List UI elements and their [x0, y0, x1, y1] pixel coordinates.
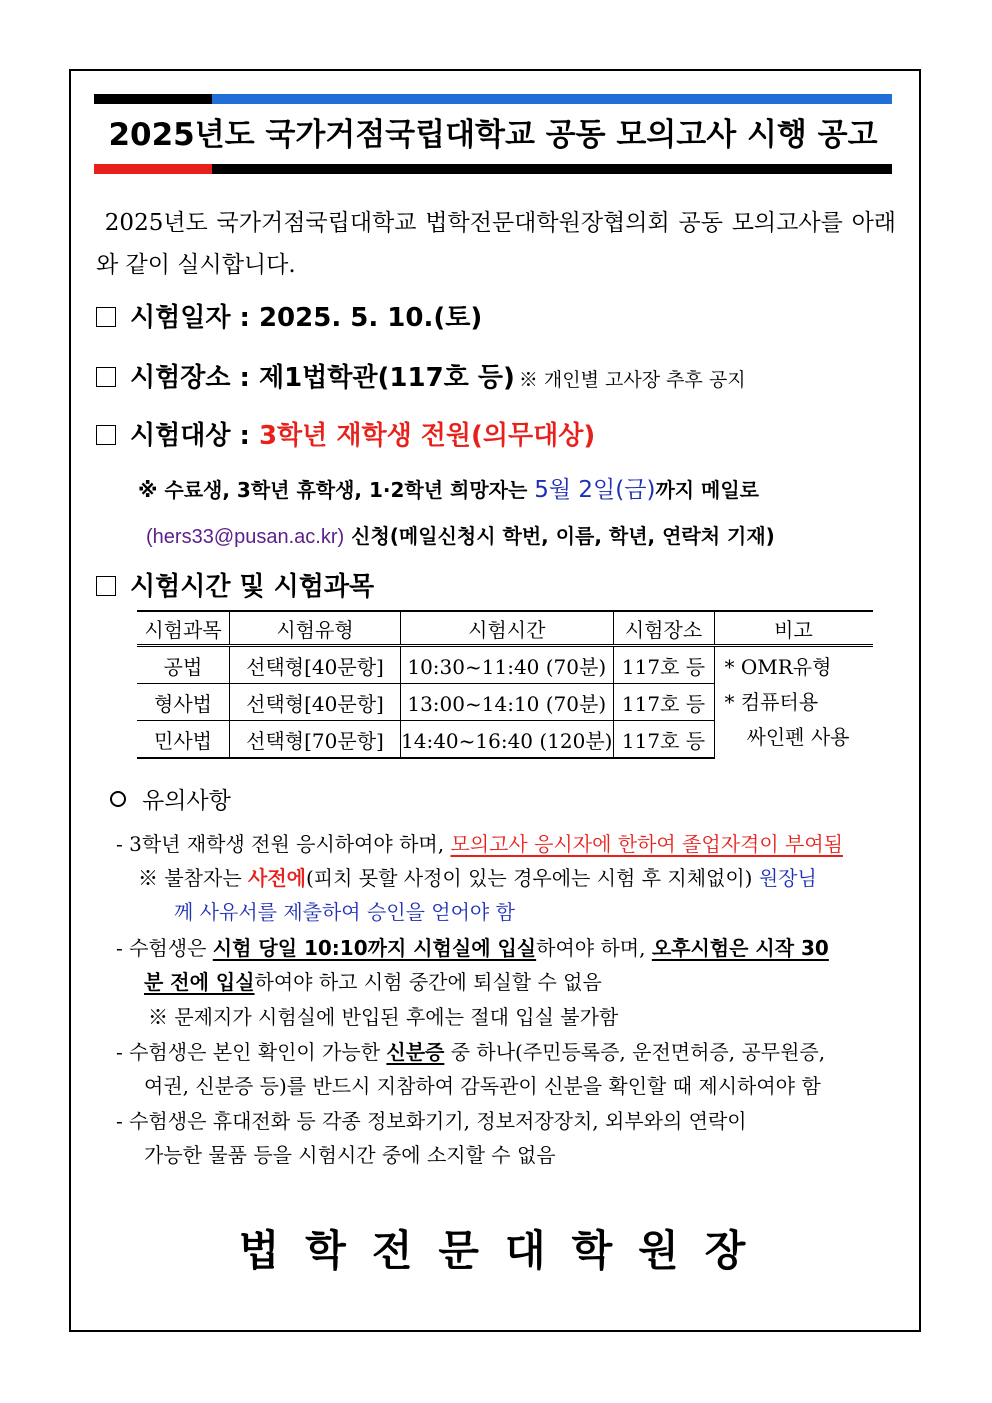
- item-exam-target: [96, 419, 595, 453]
- table-header: 시험유형: [230, 611, 401, 646]
- note-line-6: ※ 문제지가 시험실에 반입된 후에는 절대 입실 불가함: [148, 1005, 619, 1029]
- location-note: ※ 개인별 고사장 추후 공지: [518, 369, 746, 391]
- item-exam-location: [96, 361, 746, 397]
- table-cell: 14:40~16:40 (120분): [401, 721, 614, 759]
- note-line-4: - 수험생은 시험 당일 10:10까지 시험실에 입실하여야 하며, 오후시험은 시작 30: [116, 936, 829, 960]
- checkbox-icon: [96, 307, 116, 327]
- applicant-deadline: 5월 2일(금): [534, 477, 656, 503]
- table-header: 시험장소: [613, 611, 714, 646]
- table-cell: 선택형[40문항]: [230, 684, 401, 721]
- table-cell: 117호 등: [613, 721, 714, 759]
- note-line-3: 께 사유서를 제출하여 승인을 얻어야 함: [174, 900, 515, 924]
- table-cell: 117호 등: [613, 684, 714, 721]
- note-line-2: ※ 불참자는 사전에(피치 못할 사정이 있는 경우에는 시험 후 지체없이) 원장님: [138, 866, 817, 890]
- signature-char: 전: [371, 1226, 415, 1275]
- item-exam-schedule: [96, 570, 374, 604]
- signature-char: 원: [638, 1226, 681, 1275]
- signature-char: 학: [305, 1226, 348, 1275]
- applicant-note-line1: [138, 475, 759, 505]
- table-header-row: [137, 611, 873, 646]
- checkbox-icon: [96, 367, 116, 387]
- table-header: 시험과목: [137, 611, 230, 646]
- table-cell: 117호 등: [613, 646, 714, 684]
- checkbox-icon: [96, 576, 116, 596]
- table-header: 비고: [714, 611, 873, 646]
- bottom-bar-red: [94, 164, 212, 174]
- remark-line: * 컴퓨터용: [724, 690, 819, 714]
- signature-char: 학: [571, 1226, 615, 1275]
- remark-line: 싸인펜 사용: [746, 725, 850, 749]
- applicant-note-prefix: ※ 수료생, 3학년 휴학생, 1·2학년 희망자는: [138, 478, 535, 502]
- top-decor-bar: [94, 94, 892, 104]
- intro-paragraph: [96, 202, 896, 286]
- note-line-5: 분 전에 입실하여야 하고 시험 중간에 퇴실할 수 없음: [144, 970, 602, 994]
- notes-title-text: 유의사항: [142, 788, 231, 814]
- table-header: 시험시간: [401, 611, 614, 646]
- applicant-note-tail: 신청(메일신청시 학번, 이름, 학년, 연락처 기재): [344, 524, 775, 548]
- note-line-1: - 3학년 재학생 전원 응시하여야 하며, 모의고사 응시자에 한하여 졸업자격이 부여됨: [116, 832, 843, 856]
- note-line-8: 여권, 신분증 등)를 반드시 지참하여 감독관이 신분을 확인할 때 제시하여야 함: [144, 1074, 821, 1098]
- exam-date-label: 시험일자 : 2025. 5. 10.(토): [130, 303, 483, 333]
- top-bar-black: [94, 94, 212, 104]
- exam-target-value: 3학년 재학생 전원(의무대상): [258, 421, 596, 451]
- table-cell: 공법: [137, 646, 230, 684]
- remark-line: * OMR유형: [724, 655, 832, 679]
- bottom-bar-black: [212, 164, 892, 174]
- checkbox-icon: [96, 425, 116, 445]
- circle-bullet-icon: [110, 791, 126, 807]
- table-cell: 선택형[40문항]: [230, 646, 401, 684]
- applicant-note-line2: (hers33@pusan.ac.kr) 신청(메일신청시 학번, 이름, 학년, 연락처 기재): [146, 524, 775, 548]
- notes-heading: [110, 782, 231, 815]
- signature-char: 장: [704, 1226, 748, 1275]
- exam-schedule-table: [137, 610, 873, 759]
- applicant-note-suffix: 까지 메일로: [655, 478, 760, 502]
- table-cell: 13:00~14:10 (70분): [401, 684, 614, 721]
- top-bar-blue: [212, 94, 892, 104]
- note-line-9: - 수험생은 휴대전화 등 각종 정보화기기, 정보저장장치, 외부와의 연락이: [116, 1109, 747, 1133]
- table-cell: 형사법: [137, 684, 230, 721]
- exam-location-label: 시험장소 : 제1법학관(117호 등): [130, 363, 515, 393]
- table-cell: 선택형[70문항]: [230, 721, 401, 759]
- signature-char: 대: [505, 1226, 548, 1275]
- exam-schedule-label: 시험시간 및 시험과목: [130, 572, 375, 602]
- signature-char: 법: [238, 1226, 282, 1275]
- bottom-decor-bar: [94, 164, 892, 174]
- exam-target-label: 시험대상 :: [130, 421, 259, 451]
- table-row: [137, 646, 873, 684]
- note-line-10: 가능한 물품 등을 시험시간 중에 소지할 수 없음: [144, 1143, 556, 1167]
- signature-char: 문: [438, 1226, 481, 1275]
- intro-text: 2025년도 국가거점국립대학교 법학전문대학원장협의회 공동 모의고사를 아래와 같이 실시합니다.: [96, 210, 897, 278]
- page-title: 2025년도 국가거점국립대학교 공동 모의고사 시행 공고: [108, 117, 878, 153]
- table-cell: 10:30~11:40 (70분): [401, 646, 614, 684]
- email-link[interactable]: hers33@pusan.ac.kr: [152, 526, 338, 548]
- table-cell: 민사법: [137, 721, 230, 759]
- item-exam-date: [96, 301, 482, 335]
- signature-dean: [94, 1218, 892, 1278]
- graduation-requirement-text: 모의고사 응시자에 한하여 졸업자격이 부여됨: [450, 832, 843, 856]
- remarks-cell: [714, 646, 873, 759]
- note-line-7: - 수험생은 본인 확인이 가능한 신분증 중 하나(주민등록증, 운전면허증, 공무원증,: [116, 1040, 826, 1064]
